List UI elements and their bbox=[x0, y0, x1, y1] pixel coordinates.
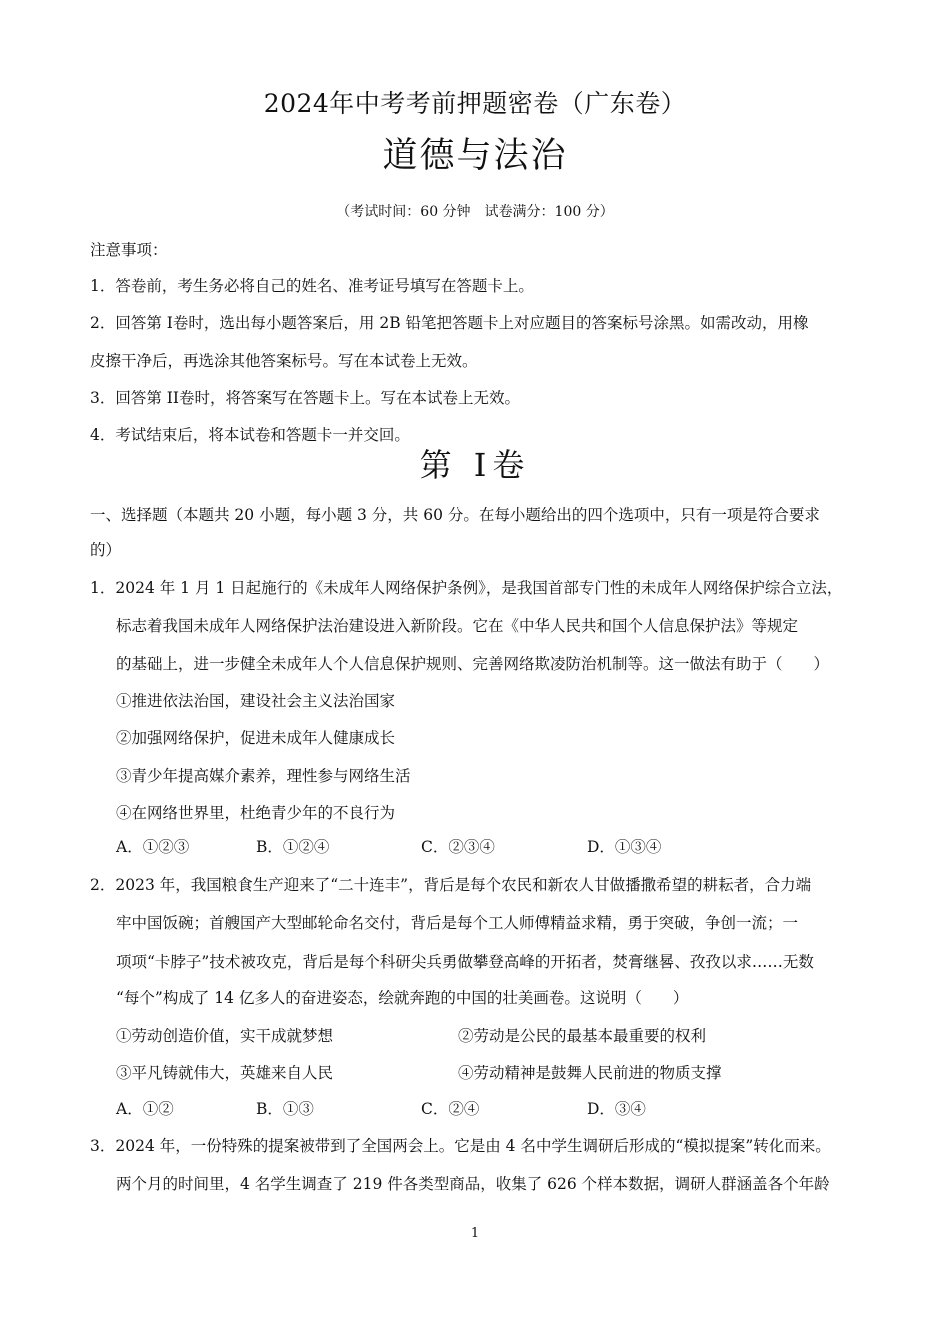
question-1-statement: ①推进依法治国，建设社会主义法治国家 bbox=[116, 692, 396, 710]
question-2-option-a: A．①② bbox=[116, 1100, 174, 1118]
question-1-text: 标志着我国未成年人网络保护法治建设进入新阶段。它在《中华人民共和国个人信息保护法》等规定 bbox=[116, 617, 799, 635]
question-3-text: 3．2024 年，一份特殊的提案被带到了全国两会上。它是由 4 名中学生调研后形成的“模拟提案”转化而来。 bbox=[90, 1137, 831, 1155]
section-title: 第 I卷 bbox=[419, 446, 531, 484]
question-1-option-a: A．①②③ bbox=[116, 838, 190, 856]
question-1-option-c: C．②③④ bbox=[421, 838, 495, 856]
question-1-option-b: B．①②④ bbox=[256, 838, 330, 856]
page-number: 1 bbox=[470, 1226, 480, 1241]
question-1-option-d: D．①③④ bbox=[587, 838, 662, 856]
notes-heading: 注意事项： bbox=[90, 241, 168, 259]
note-item: 4．考试结束后，将本试卷和答题卡一并交回。 bbox=[90, 426, 410, 444]
note-item: 1．答卷前，考生务必将自己的姓名、准考证号填写在答题卡上。 bbox=[90, 277, 534, 295]
part-instructions: 一、选择题（本题共 20 小题，每小题 3 分，共 60 分。在每小题给出的四个选项中，只有一项是符合要求 bbox=[90, 506, 820, 524]
question-1-text: 的基础上，进一步健全未成年人个人信息保护规则、完善网络欺凌防治机制等。这一做法有助于（ ） bbox=[116, 655, 830, 673]
question-2-statement: ④劳动精神是鼓舞人民前进的物质支撑 bbox=[458, 1064, 722, 1082]
question-2-statement: ①劳动创造价值，实干成就梦想 bbox=[116, 1027, 334, 1045]
question-3-text: 两个月的时间里，4 名学生调查了 219 件各类型商品，收集了 626 个样本数据，调研人群涵盖各个年龄 bbox=[116, 1175, 830, 1193]
note-item: 2．回答第 I卷时，选出每小题答案后，用 2B 铅笔把答题卡上对应题目的答案标号涂黑。如需改动，用橡 bbox=[90, 314, 809, 332]
exam-title: 2024年中考考前押题密卷（广东卷） bbox=[263, 89, 687, 118]
question-2-text: 2．2023 年，我国粮食生产迎来了“二十连丰”，背后是每个农民和新农人甘做播撒希望的耕耘者，合力端 bbox=[90, 876, 812, 894]
note-item: 皮擦干净后，再选涂其他答案标号。写在本试卷上无效。 bbox=[90, 352, 478, 370]
note-item: 3．回答第 II卷时，将答案写在答题卡上。写在本试卷上无效。 bbox=[90, 389, 521, 407]
subject-title: 道德与法治 bbox=[382, 136, 568, 176]
question-2-statement: ③平凡铸就伟大，英雄来自人民 bbox=[116, 1064, 334, 1082]
question-1-statement: ④在网络世界里，杜绝青少年的不良行为 bbox=[116, 804, 396, 822]
question-2-text: 牢中国饭碗；首艘国产大型邮轮命名交付，背后是每个工人师傅精益求精，勇于突破，争创一流；一 bbox=[116, 914, 799, 932]
question-2-option-b: B．①③ bbox=[256, 1100, 314, 1118]
question-1-text: 1．2024 年 1 月 1 日起施行的《未成年人网络保护条例》，是我国首部专门性的未成年人网络保护综合立法， bbox=[90, 579, 843, 597]
question-2-text: 项项“卡脖子”技术被攻克，背后是每个科研尖兵勇做攀登高峰的开拓者，焚膏继晷、孜孜以求……无数 bbox=[116, 953, 814, 971]
question-2-option-d: D．③④ bbox=[587, 1100, 646, 1118]
question-1-statement: ③青少年提高媒介素养，理性参与网络生活 bbox=[116, 767, 411, 785]
question-2-statement: ②劳动是公民的最基本最重要的权利 bbox=[458, 1027, 707, 1045]
question-2-text: “每个”构成了 14 亿多人的奋进姿态，绘就奔跑的中国的壮美画卷。这说明（ ） bbox=[116, 989, 689, 1007]
question-2-option-c: C．②④ bbox=[421, 1100, 480, 1118]
part-instructions: 的） bbox=[90, 541, 122, 559]
exam-info: （考试时间：60 分钟 试卷满分：100 分） bbox=[336, 204, 614, 220]
question-1-statement: ②加强网络保护，促进未成年人健康成长 bbox=[116, 729, 396, 747]
